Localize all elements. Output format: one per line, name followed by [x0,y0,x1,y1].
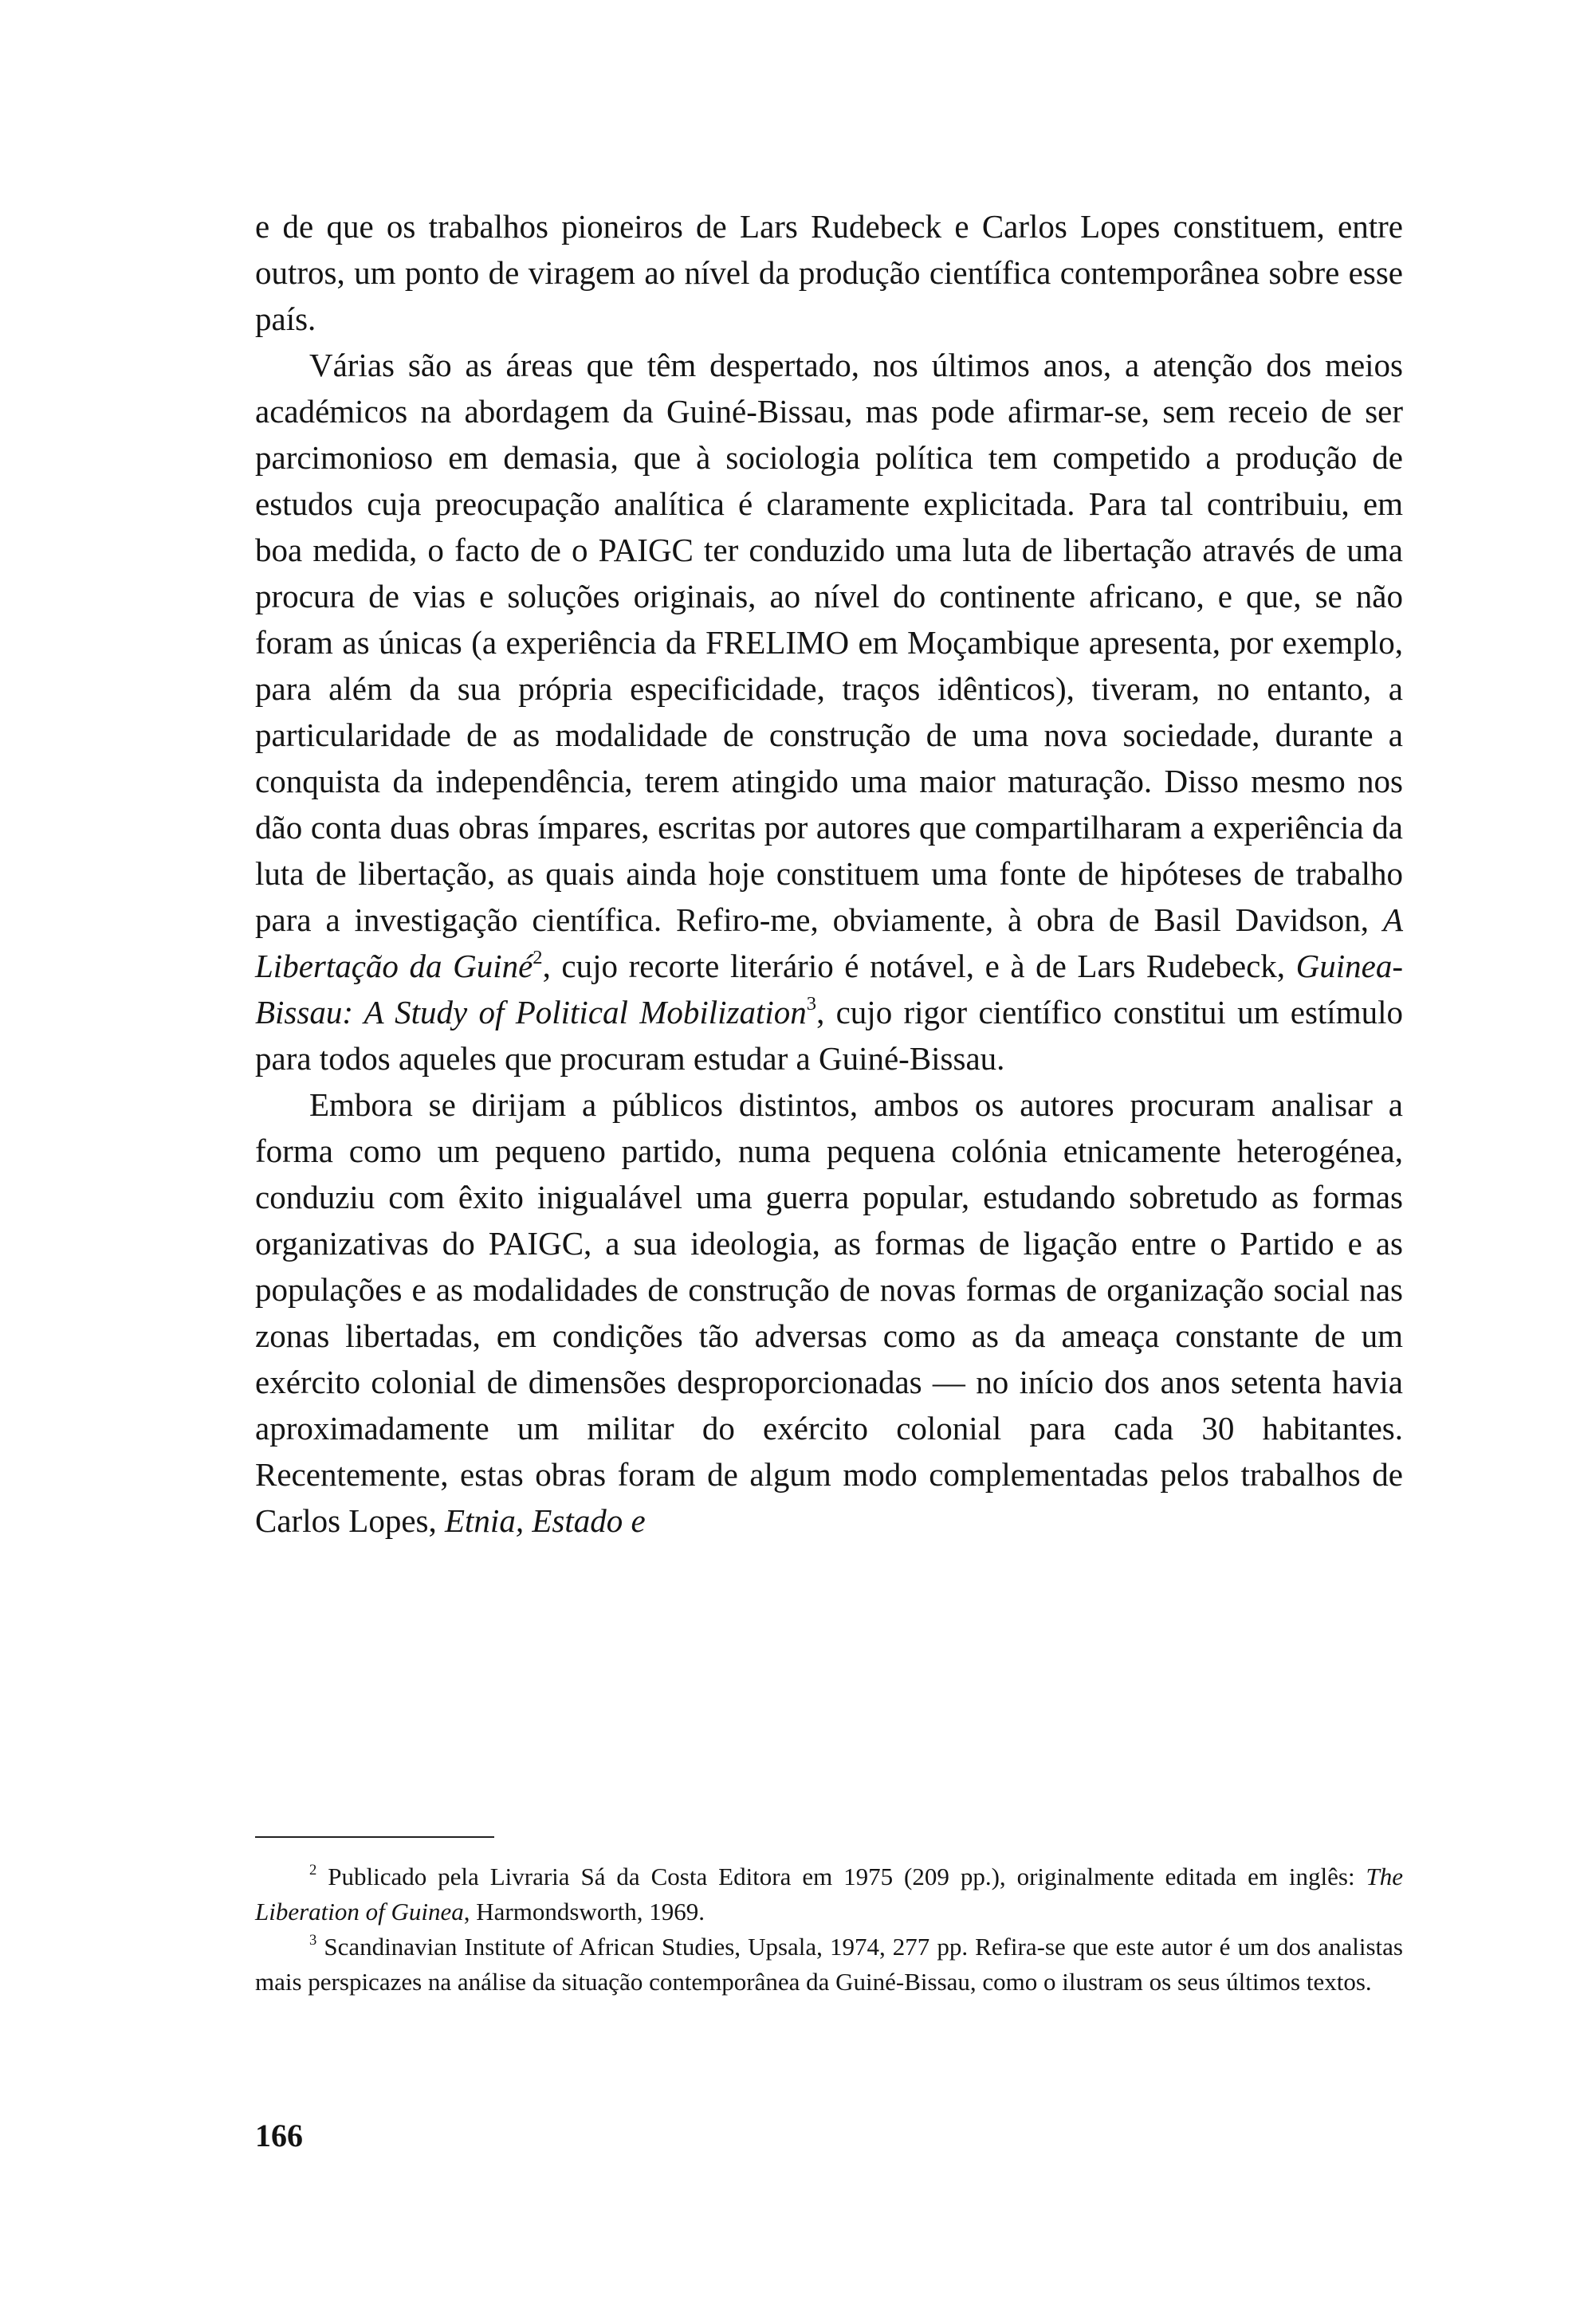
book-title-lopes: Etnia, Estado e [445,1502,646,1539]
footnote-3-mark: 3 [309,1931,317,1949]
footnote-2-title: The Liberation of Guinea [255,1863,1404,1926]
paragraph-3-text: Embora se dirijam a públicos distintos, ambos os autores procuram analisar a forma como um pequeno partido, numa pequena colónia etnicamente heterogénea, conduziu com êxito inigualável uma guerra popular, estudando sobretudo as formas organizativas do PAIGC, a sua ideologia, as formas de ligação entre o Partido e as populações e as modalidades de construção de novas formas de organização social nas zonas libertadas, em condições tão adversas como as da ameaça constante de um exército colonial de dimensões desproporcionadas — no início dos anos setenta havia aproximadamente um militar do exército colonial para cada 30 habitantes. Recentemente, estas obras foram de algum modo complementadas pelos trabalhos de Carlos Lopes, [255,1086,1403,1539]
paragraph-1-text: e de que os trabalhos pioneiros de Lars Rudebeck e Carlos Lopes constituem, entre outros, um ponto de viragem ao nível da produção científica contemporânea sobre esse país. [255,208,1403,337]
paragraph-3 [255,1082,1403,1544]
footnote-ref-3: 3 [806,992,817,1015]
book-title-rudebeck: Guinea-Bissau: A Study of Political Mobilization [255,948,1404,1030]
paragraph-2-text-c: , cujo rigor científico constitui um estímulo para todos aqueles que procuram estudar a Guiné-Bissau. [255,994,1403,1077]
footnote-2-text-b: , Harmondsworth, 1969. [463,1898,705,1926]
footnote-ref-2: 2 [533,946,543,968]
footnote-2-text-a: Publicado pela Livraria Sá da Costa Editora em 1975 (209 pp.), originalmente editada em inglês: [328,1863,1355,1890]
paragraph-2-text-a: Várias são as áreas que têm despertado, nos últimos anos, a atenção dos meios académicos na abordagem da Guiné-Bissau, mas pode afirmar-se, sem receio de ser parcimonioso em demasia, que à sociologia política tem competido a produção de estudos cuja preocupação analítica é claramente explicitada. Para tal contribuiu, em boa medida, o facto de o PAIGC ter conduzido uma luta de libertação através de uma procura de vias e soluções originais, ao nível do continente africano, e que, se não foram as únicas (a experiência da FRELIMO em Moçambique apresenta, por exemplo, para além da sua própria especificidade, traços idênticos), tiveram, no entanto, a particularidade de as modalidade de construção de uma nova sociedade, durante a conquista da independência, terem atingido uma maior maturação. Disso mesmo nos dão conta duas obras ímpares, escritas por autores que compartilharam a experiência da luta de libertação, as quais ainda hoje constituem uma fonte de hipóteses de trabalho para a investigação científica. Refiro-me, obviamente, à obra de Basil Davidson, [255,347,1403,938]
body-text [255,203,1403,1544]
paragraph-1 [255,203,1403,342]
paragraph-2-text-b: , cujo recorte literário é notável, e à de Lars Rudebeck, [542,948,1286,984]
footnote-divider [255,1836,494,1838]
page-body [255,203,1403,1544]
footnote-2 [255,1859,1403,1929]
page-number: 166 [255,2118,303,2153]
footnote-3 [255,1929,1403,2000]
footnote-3-text: Scandinavian Institute of African Studies, Upsala, 1974, 277 pp. Refira-se que este autor é um dos analistas mais perspicazes na análise da situação contemporânea da Guiné-Bissau, como o ilustram os seus últimos textos. [255,1933,1403,1996]
book-title-davidson: A Libertação da Guiné [255,901,1404,984]
footnotes [255,1859,1403,2000]
paragraph-2 [255,342,1403,1082]
footnote-2-mark: 2 [309,1861,317,1878]
